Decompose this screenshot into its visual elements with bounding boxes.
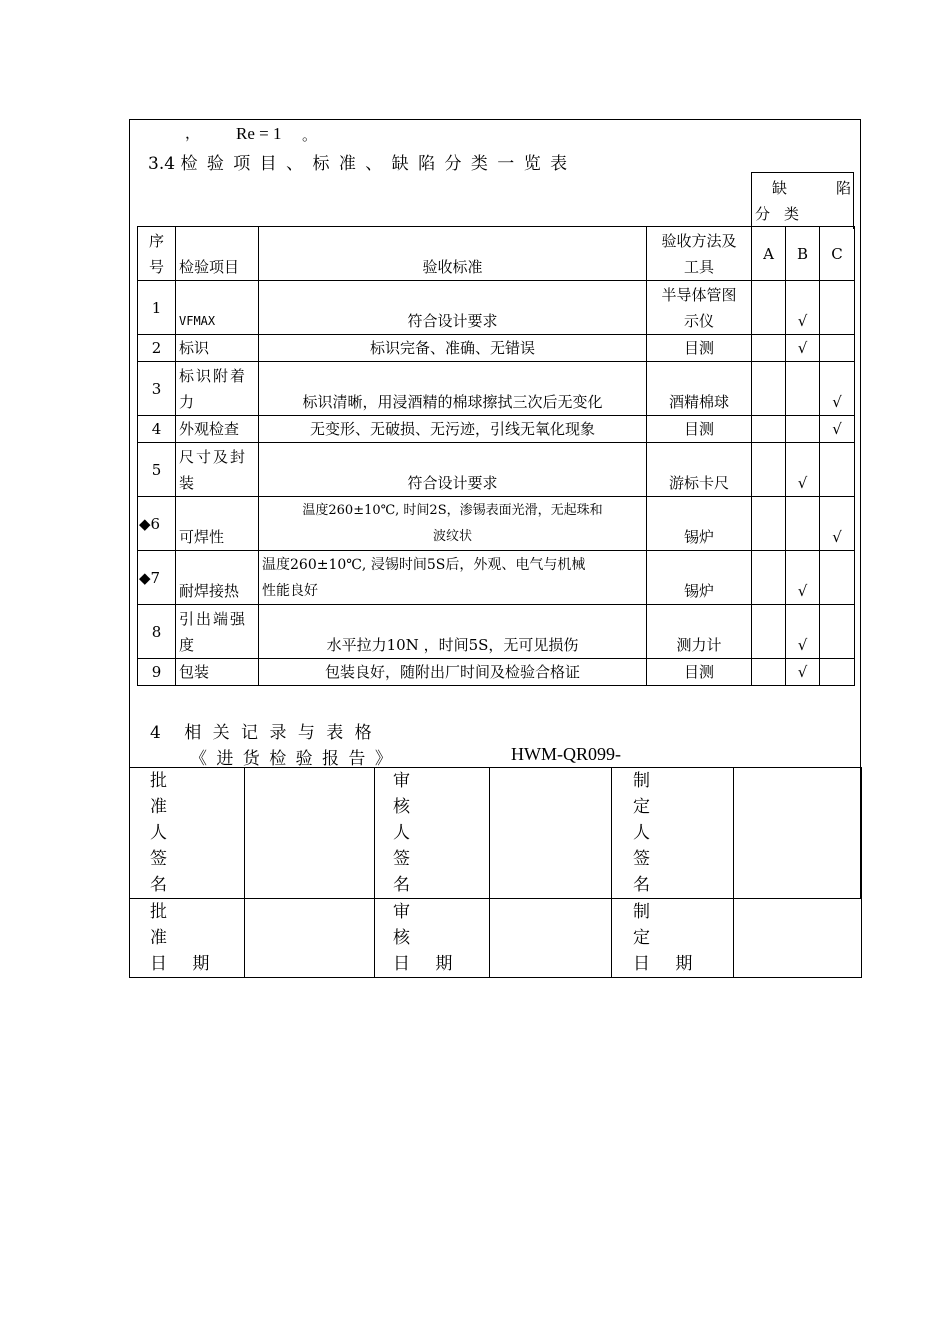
top-comma: ， — [185, 124, 201, 142]
maker-signature-field[interactable] — [734, 768, 862, 899]
table-row: 2 标识 标识完备、准确、无错误 目测 √ — [138, 335, 855, 362]
section-title: 检 验 项 目 、 标 准 、 缺 陷 分 类 一 览 表 — [180, 154, 570, 174]
table-row: 3 标识附着 力 标识清晰，用浸酒精的棉球擦拭三次后无变化 酒精棉球 √ — [138, 362, 855, 416]
header-c: C — [820, 227, 855, 281]
header-b: B — [786, 227, 820, 281]
approver-label: 批 准 人 签 名 — [130, 768, 245, 899]
review-date-label: 审 核 日 期 — [375, 899, 490, 978]
signature-table — [129, 767, 862, 978]
check-mark: √ — [820, 497, 855, 551]
defect-char-1: 缺 — [772, 179, 788, 197]
section-4-text: 相 关 记 录 与 表 格 — [184, 723, 375, 743]
record-name: 《 进 货 检 验 报 告 》 — [190, 749, 394, 769]
header-item: 检验项目 — [176, 227, 259, 281]
table-header-row — [138, 227, 855, 281]
table-row: 8 引出端强 度 水平拉力10N ，时间5S，无可见损伤 测力计 √ — [138, 605, 855, 659]
inspection-table — [137, 226, 855, 686]
approver-signature-field[interactable] — [245, 768, 375, 899]
defect-char-3: 分 — [755, 205, 771, 223]
table-row: 4 外观检查 无变形、无破损、无污迹，引线无氧化现象 目测 √ — [138, 416, 855, 443]
make-date-field[interactable] — [734, 899, 862, 978]
defect-class-cell — [752, 173, 854, 230]
check-mark: √ — [786, 659, 820, 686]
approve-date-label: 批 准 日 期 — [130, 899, 245, 978]
reviewer-signature-field[interactable] — [490, 768, 612, 899]
check-mark: √ — [786, 281, 820, 335]
check-mark: √ — [786, 335, 820, 362]
check-mark: √ — [786, 443, 820, 497]
formula-text: Re = 1 — [236, 124, 282, 143]
check-mark: √ — [786, 605, 820, 659]
header-a: A — [752, 227, 786, 281]
table-row: ◆7 耐焊接热 温度260±10℃, 浸锡时间5S后，外观、电气与机械 性能良好 锡炉 √ — [138, 551, 855, 605]
table-row: ◆6 可焊性 温度260±10℃, 时间2S，渗锡表面光滑，无起珠和 波纹状 锡炉 √ — [138, 497, 855, 551]
review-date-field[interactable] — [490, 899, 612, 978]
table-row: 9 包装 包装良好，随附出厂时间及检验合格证 目测 √ — [138, 659, 855, 686]
section-4-title — [150, 718, 375, 743]
reviewer-label: 审 核 人 签 名 — [375, 768, 490, 899]
top-period: 。 — [302, 126, 318, 144]
defect-char-4: 类 — [784, 205, 800, 223]
header-seq: 序 号 — [138, 227, 176, 281]
header-standard: 验收标准 — [259, 227, 647, 281]
header-method: 验收方法及 工具 — [647, 227, 752, 281]
section-3-4-title — [148, 149, 569, 174]
table-row: 1 VFMAX 符合设计要求 半导体管图 示仪 √ — [138, 281, 855, 335]
record-code: HWM-QR099- — [511, 744, 621, 764]
section-number: 3.4 — [148, 154, 176, 174]
check-mark: √ — [820, 362, 855, 416]
check-mark: √ — [820, 416, 855, 443]
defect-char-2: 陷 — [835, 179, 851, 197]
maker-label: 制 定 人 签 名 — [612, 768, 734, 899]
make-date-label: 制 定 日 期 — [612, 899, 734, 978]
approve-date-field[interactable] — [245, 899, 375, 978]
check-mark: √ — [786, 551, 820, 605]
section-4-number: 4 — [150, 723, 161, 743]
defect-class-header — [751, 172, 854, 229]
table-row: 5 尺寸及封 装 符合设计要求 游标卡尺 √ — [138, 443, 855, 497]
